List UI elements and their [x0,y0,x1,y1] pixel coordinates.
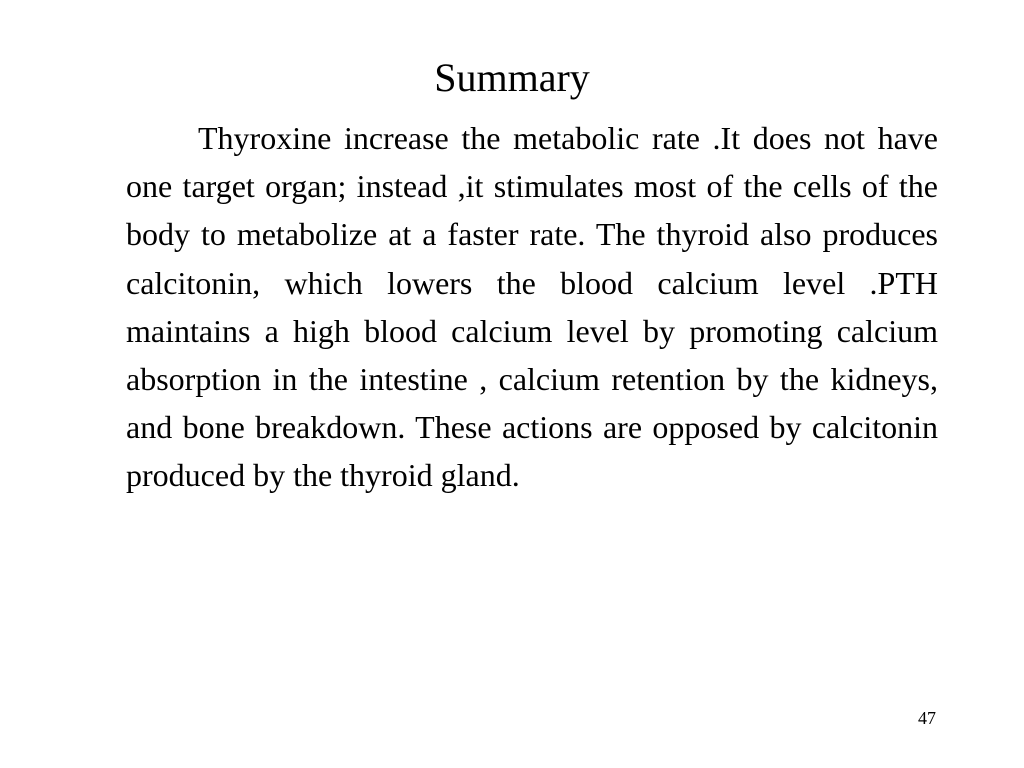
summary-paragraph: Thyroxine increase the metabolic rate .It does not have one target organ; instead ,it stimulates most of the cells of the body to metabolize at a faster rate. The thyroid also produces calcitonin, which lowers the blood calcium level .PTH maintains a high blood calcium level by promoting calcium absorption in the intestine , calcium retention by the kidneys, and bone breakdown. These actions are opposed by calcitonin produced by the thyroid gland. [126,120,938,494]
slide-title: Summary [434,55,590,100]
page-number: 47 [918,708,936,728]
